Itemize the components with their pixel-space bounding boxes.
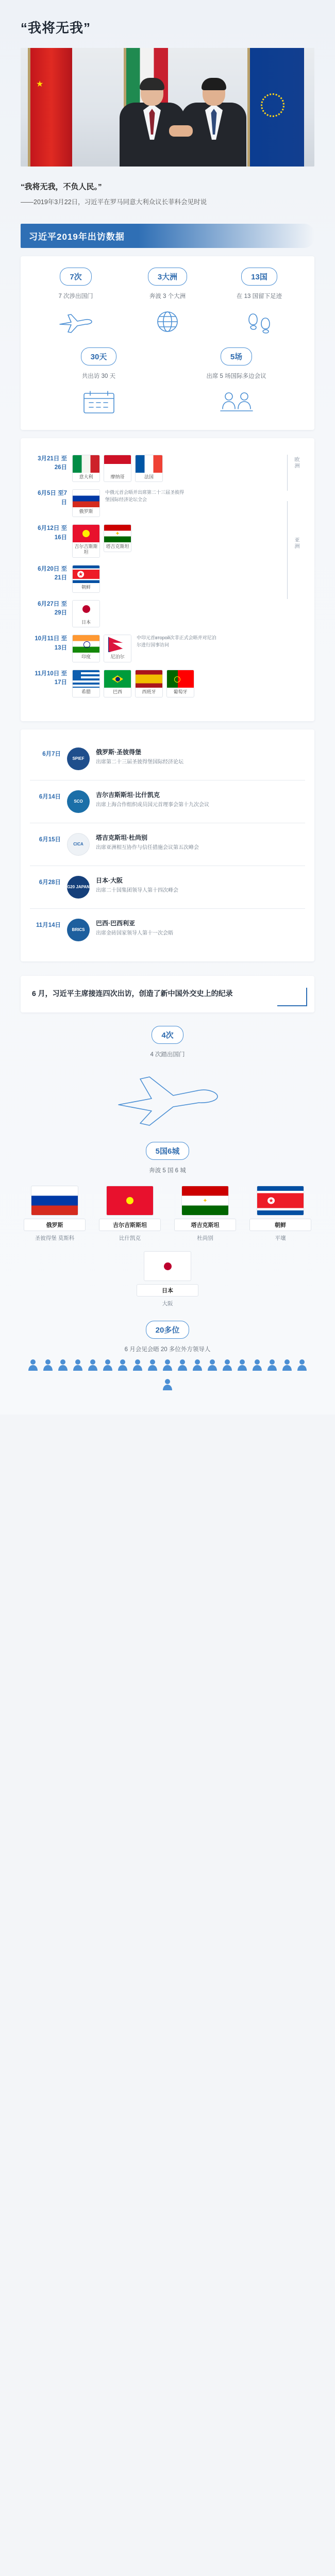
event-logo-text: SCO — [74, 799, 83, 804]
footer-leaders-value: 20多位 — [146, 1321, 190, 1339]
footer-trips-block — [21, 1026, 314, 1128]
event-logo-text: BRICS — [72, 927, 85, 932]
person-icon — [222, 1358, 233, 1374]
flag-card — [72, 600, 100, 628]
stat-meetings-caption: 出席 5 场国际多边会议 — [206, 373, 266, 380]
event-date: 6月14日 — [39, 794, 61, 801]
country-city: 大阪 — [162, 1301, 173, 1307]
flag-name: 摩纳哥 — [110, 474, 125, 479]
spain-flag-icon — [136, 670, 162, 688]
flag-name: 意大利 — [79, 474, 93, 479]
event-desc: 出席亚洲相互协作与信任措施会议第五次峰会 — [96, 845, 199, 851]
timeline-row — [32, 670, 303, 697]
timeline-date: 11月10日 至17日 — [35, 671, 67, 686]
event-date: 6月28日 — [39, 879, 61, 886]
flag-card — [72, 635, 100, 662]
footer-countries-value: 5国6城 — [146, 1142, 190, 1160]
timeline-card — [21, 438, 314, 721]
footer-leaders-block — [21, 1321, 314, 1394]
person-right — [175, 79, 253, 167]
north-korea-flag-icon — [257, 1186, 304, 1216]
footprints-icon — [213, 307, 305, 336]
stat-days-value: 30天 — [81, 347, 117, 365]
event-date: 11月14日 — [36, 922, 61, 929]
airplane-icon — [21, 1067, 314, 1128]
footer-trips-caption: 4 次踏出国门 — [150, 1052, 185, 1058]
timeline-row — [32, 565, 303, 593]
timeline-date: 6月5日 至7日 — [38, 490, 67, 506]
event-title: 塔吉克斯坦·杜尚别 — [96, 834, 147, 842]
event-desc: 出席二十国集团领导人第十四次峰会 — [96, 888, 178, 894]
footer-countries-caption: 奔波 5 国 6 城 — [149, 1168, 186, 1174]
monaco-flag-icon — [104, 455, 131, 473]
person-icon — [207, 1358, 218, 1374]
event-desc: 出席金砖国家领导人第十一次会晤 — [96, 930, 173, 937]
timeline-note: 中俄元首会晤并出席第二十三届圣彼得堡国际经济论坛全会 — [105, 490, 185, 502]
flag-card — [72, 455, 100, 483]
cica-logo-icon — [67, 833, 90, 856]
person-icon — [42, 1358, 54, 1374]
stat-days — [30, 347, 167, 416]
kyrgyzstan-flag-icon — [106, 1186, 154, 1216]
brazil-flag-icon — [104, 670, 131, 688]
stat-countries-caption: 在 13 国留下足迹 — [236, 293, 282, 300]
event-row — [30, 784, 305, 820]
country-grid — [21, 1186, 314, 1307]
japan-flag-icon — [73, 601, 99, 618]
timeline-row — [32, 600, 303, 628]
country-name: 日本 — [137, 1284, 198, 1297]
kyrgyzstan-flag-icon — [73, 525, 99, 542]
timeline-date: 10月11日 至13日 — [35, 636, 67, 651]
hero-photo — [21, 48, 314, 167]
event-title: 俄罗斯·圣彼得堡 — [96, 749, 141, 756]
page-title: “我将无我” — [21, 20, 91, 36]
timeline-flags — [72, 524, 131, 558]
stat-continents — [122, 268, 213, 336]
event-desc: 出席第二十三届圣彼得堡国际经济论坛 — [96, 759, 183, 766]
stat-continents-value: 3大洲 — [148, 268, 187, 286]
country-item — [137, 1251, 198, 1307]
flag-name: 西班牙 — [142, 689, 156, 695]
event-desc: 出席上海合作组织成员国元首理事会第十九次会议 — [96, 802, 209, 808]
airplane-icon — [30, 307, 122, 336]
country-item — [174, 1186, 236, 1242]
timeline-date: 6月20日 至21日 — [38, 566, 67, 581]
country-city: 平壤 — [275, 1235, 286, 1242]
person-icon — [252, 1358, 263, 1374]
tajikistan-flag-icon — [104, 525, 131, 542]
event-logo-text: SPIEF — [72, 756, 85, 761]
person-icon — [57, 1358, 69, 1374]
country-name: 塔吉克斯坦 — [174, 1219, 236, 1231]
stat-countries — [213, 268, 305, 336]
flag-card — [72, 565, 100, 593]
spief-logo-icon — [67, 747, 90, 770]
person-icon — [117, 1358, 128, 1374]
country-city: 杜尚别 — [197, 1235, 213, 1242]
flag-name: 尼泊尔 — [110, 654, 125, 660]
flag-card — [72, 489, 100, 517]
hero-quote: “我将无我，不负人民。” — [21, 182, 102, 191]
greece-flag-icon — [73, 670, 99, 688]
person-icon — [27, 1358, 39, 1374]
france-flag-icon — [136, 455, 162, 473]
people-row — [21, 1358, 314, 1394]
flag-name: 日本 — [81, 619, 91, 625]
country-name: 俄罗斯 — [24, 1219, 86, 1231]
calendar-icon — [30, 388, 167, 417]
event-row — [30, 912, 305, 948]
events-card — [21, 729, 314, 961]
timeline — [30, 450, 305, 708]
event-date: 6月7日 — [42, 751, 61, 758]
stat-trips-value: 7次 — [60, 268, 91, 286]
person-icon — [87, 1358, 98, 1374]
continent-label-europe: 欧洲 — [293, 456, 299, 469]
highlight-text: 6 月，习近平主席接连四次出访，创造了新中国外交史上的纪录 — [32, 989, 233, 998]
flag-name: 俄罗斯 — [79, 509, 93, 514]
flag-card — [135, 670, 163, 697]
footer-countries-block — [21, 1142, 314, 1307]
person-icon — [102, 1358, 113, 1374]
divider — [30, 908, 305, 909]
flag-card — [104, 524, 131, 552]
japan-flag-icon — [144, 1251, 191, 1281]
event-row — [30, 826, 305, 862]
timeline-date: 3月21日 至26日 — [38, 455, 67, 471]
globe-icon — [122, 307, 213, 336]
highlight-box — [21, 976, 314, 1012]
timeline-row — [32, 524, 303, 558]
stats-row-1 — [30, 268, 305, 336]
flag-name: 巴西 — [112, 689, 122, 695]
flag-name: 希腊 — [81, 689, 91, 695]
timeline-date: 6月12日 至16日 — [38, 525, 67, 541]
timeline-row — [32, 489, 303, 517]
flag-card — [104, 455, 131, 483]
person-icon — [162, 1378, 173, 1394]
timeline-row — [32, 635, 303, 662]
country-item — [249, 1186, 311, 1242]
flag-card — [72, 524, 100, 558]
flag-name: 法国 — [144, 474, 154, 479]
timeline-flags — [72, 455, 163, 483]
india-flag-icon — [73, 635, 99, 653]
china-flag-photo: ★ — [28, 48, 72, 167]
stat-meetings — [167, 347, 305, 416]
event-title: 吉尔吉斯斯坦·比什凯克 — [96, 791, 160, 799]
g20-logo-icon — [67, 876, 90, 899]
sco-logo-icon — [67, 790, 90, 813]
section-title-travel-data: 习近平2019年出访数据 — [21, 224, 314, 248]
country-name: 吉尔吉斯斯坦 — [99, 1219, 161, 1231]
timeline-row — [32, 455, 303, 483]
north-korea-flag-icon — [73, 566, 99, 583]
person-icon — [266, 1358, 278, 1374]
event-date: 6月15日 — [39, 837, 61, 843]
flag-name: 吉尔吉斯斯坦 — [74, 544, 98, 555]
timeline-flags — [72, 565, 100, 593]
flag-card — [104, 635, 131, 662]
stat-countries-value: 13国 — [241, 268, 277, 286]
timeline-flags — [72, 489, 100, 517]
stats-card — [21, 256, 314, 430]
stat-days-caption: 共出访 30 天 — [81, 373, 116, 380]
russia-flag-icon — [73, 490, 99, 507]
person-icon — [296, 1358, 308, 1374]
stat-continents-caption: 奔波 3 个大洲 — [149, 293, 186, 300]
stat-trips-caption: 7 次涉出国门 — [58, 293, 93, 300]
person-icon — [132, 1358, 143, 1374]
country-item — [99, 1186, 161, 1242]
timeline-note: 中印元首второй次非正式会晤并对尼泊尔进行国事访问 — [137, 635, 216, 647]
timeline-flags — [72, 670, 194, 697]
event-logo-text: CICA — [73, 841, 83, 846]
country-city: 比什凯克 — [119, 1235, 141, 1242]
person-icon — [237, 1358, 248, 1374]
flag-card — [104, 670, 131, 697]
timeline-flags — [72, 600, 100, 628]
nepal-flag-icon — [104, 635, 131, 653]
country-name: 朝鲜 — [249, 1219, 311, 1231]
handshake — [169, 125, 193, 137]
flag-card — [72, 670, 100, 697]
hero-quote-source: ——2019年3月22日，习近平在罗马同意大利众议长菲科会见时说 — [21, 198, 207, 206]
flag-name: 塔吉克斯坦 — [106, 544, 129, 550]
eu-flag-photo — [247, 48, 304, 167]
event-title: 巴西·巴西利亚 — [96, 920, 135, 927]
continent-label-asia: 亚洲 — [293, 537, 299, 550]
brics-logo-icon — [67, 919, 90, 941]
country-city: 圣彼得堡 莫斯科 — [35, 1235, 75, 1242]
meeting-icon — [167, 388, 305, 417]
stats-row-2 — [30, 347, 305, 416]
footer-leaders-caption: 6 月会见会晤 20 多位外方领导人 — [124, 1347, 211, 1353]
event-title: 日本·大阪 — [96, 877, 123, 885]
flag-name: 印度 — [81, 654, 91, 660]
country-item — [24, 1186, 86, 1242]
person-icon — [147, 1358, 158, 1374]
flag-card — [166, 670, 194, 697]
timeline-date: 6月27日 至29日 — [38, 601, 67, 616]
tajikistan-flag-icon — [181, 1186, 229, 1216]
flag-card — [135, 455, 163, 483]
person-icon — [192, 1358, 203, 1374]
russia-flag-icon — [31, 1186, 78, 1216]
person-icon — [177, 1358, 188, 1374]
event-row — [30, 741, 305, 777]
stat-meetings-value: 5场 — [221, 347, 252, 365]
event-row — [30, 869, 305, 905]
italy-flag-icon — [73, 455, 99, 473]
person-icon — [162, 1358, 173, 1374]
person-icon — [281, 1358, 293, 1374]
flag-name: 葡萄牙 — [173, 689, 188, 695]
event-logo-text: G20 JAPAN — [67, 884, 90, 889]
portugal-flag-icon — [167, 670, 194, 688]
timeline-flags — [72, 635, 131, 662]
stat-trips — [30, 268, 122, 336]
flag-name: 朝鲜 — [81, 584, 91, 590]
hero-section — [0, 0, 335, 172]
person-icon — [72, 1358, 83, 1374]
footer-trips-value: 4次 — [152, 1026, 183, 1044]
